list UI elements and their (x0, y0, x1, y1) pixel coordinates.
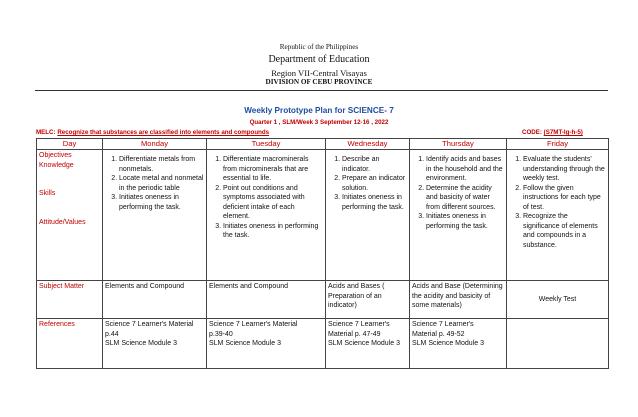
list-item: 2. Point out conditions and symptoms associated with deficient intake of each element. (223, 184, 323, 222)
subject-thursday: Acids and Base (Determining the acidity and basicity of some materials) (410, 281, 507, 319)
reference-line: Science 7 Learner's Material (105, 321, 194, 328)
label-attitude: Attitude/Values (39, 218, 86, 226)
reference-line: Science 7 Learner's (328, 321, 390, 328)
list-item: 3. Initiates oneness in performing the task. (223, 222, 323, 241)
list-item: 1. Evaluate the students' understanding through the weekly test. (523, 155, 606, 184)
reference-line: Science 7 Learner's Material (209, 321, 298, 328)
subject-monday: Elements and Compound (103, 281, 207, 319)
header-region: Region VII-Central Visayas (271, 68, 367, 78)
label-objectives: Objectives (39, 152, 72, 159)
code-line (522, 129, 583, 136)
references-thursday (410, 319, 507, 369)
references-friday (507, 319, 609, 369)
list-item: 3. Initiates oneness in performing the task. (426, 212, 504, 231)
objectives-friday (507, 150, 609, 281)
list-item: 1. Describe an indicator. (342, 155, 407, 174)
reference-line: SLM Science Module 3 (328, 340, 400, 347)
list-item: 2. Locate metal and nonmetal in the periodic table (119, 174, 204, 193)
column-header-day: Day (37, 139, 103, 150)
table-row-subject-matter (37, 281, 609, 319)
header-division: DIVISION OF CEBU PROVINCE (265, 78, 373, 86)
list-item: 2. Prepare an indicator solution. (342, 174, 407, 193)
header-divider (35, 90, 608, 91)
column-header-wednesday: Wednesday (326, 139, 410, 150)
list-item: 3. Initiates oneness in performing the task. (342, 193, 407, 212)
column-header-friday: Friday (507, 139, 609, 150)
reference-line: p.44 (105, 330, 119, 338)
subject-wednesday: Acids and Bases ( Preparation of an indicator) (326, 281, 410, 319)
column-header-thursday: Thursday (410, 139, 507, 150)
plan-title: Weekly Prototype Plan for SCIENCE- 7 (244, 106, 394, 115)
row-label-objectives (37, 150, 103, 281)
table-row-references (37, 319, 609, 369)
subject-friday: Weekly Test (507, 281, 609, 319)
weekly-plan-table (36, 138, 609, 369)
table-row-objectives (37, 150, 609, 281)
header-republic: Republic of the Philippines (279, 43, 359, 51)
column-header-tuesday: Tuesday (207, 139, 326, 150)
label-knowledge: Knowledge (39, 161, 74, 169)
header-department: Department of Education (268, 54, 370, 65)
table-header-row (37, 139, 609, 150)
reference-line: Material p. 47-49 (328, 330, 381, 338)
references-wednesday (326, 319, 410, 369)
melc-prefix: MELC: (36, 129, 58, 136)
objectives-tuesday (207, 150, 326, 281)
objectives-monday (103, 150, 207, 281)
objectives-thursday (410, 150, 507, 281)
subject-tuesday: Elements and Compound (207, 281, 326, 319)
references-monday (103, 319, 207, 369)
list-item: 2. Determine the acidity and basicity of water from different sources. (426, 184, 504, 213)
list-item: 2. Follow the given instructions for each type of test. (523, 184, 606, 213)
quarter-line: Quarter 1 , SLM/Week 3 September 12-16 , 2022 (249, 119, 389, 126)
row-label-references: References (37, 319, 103, 369)
reference-line: SLM Science Module 3 (412, 340, 484, 347)
reference-line: Material p. 49-52 (412, 330, 465, 338)
references-tuesday (207, 319, 326, 369)
list-item: 3. Recognize the significance of elements and compounds in a substance. (523, 212, 606, 250)
code-prefix: CODE: (522, 129, 544, 136)
reference-line: SLM Science Module 3 (209, 340, 281, 347)
list-item: 3. Initiates oneness in performing the task. (119, 193, 204, 212)
list-item: 1. Differentiate metals from nonmetals. (119, 155, 204, 174)
label-skills: Skills (39, 190, 56, 197)
reference-line: SLM Science Module 3 (105, 340, 177, 347)
list-item: 1. Differentiate macrominerals from microminerals that are essential to life. (223, 155, 323, 184)
list-item: 1. Identify acids and bases in the household and the environment. (426, 155, 504, 184)
code-text: (S7MT-Ig-h-5) (543, 129, 583, 136)
objectives-wednesday (326, 150, 410, 281)
column-header-monday: Monday (103, 139, 207, 150)
melc-text: Recognize that substances are classified into elements and compounds (57, 129, 270, 136)
melc-line (36, 129, 269, 136)
row-label-subject-matter: Subject Matter (37, 281, 103, 319)
reference-line: Science 7 Learner's (412, 321, 474, 328)
reference-line: p.39-40 (209, 330, 233, 338)
